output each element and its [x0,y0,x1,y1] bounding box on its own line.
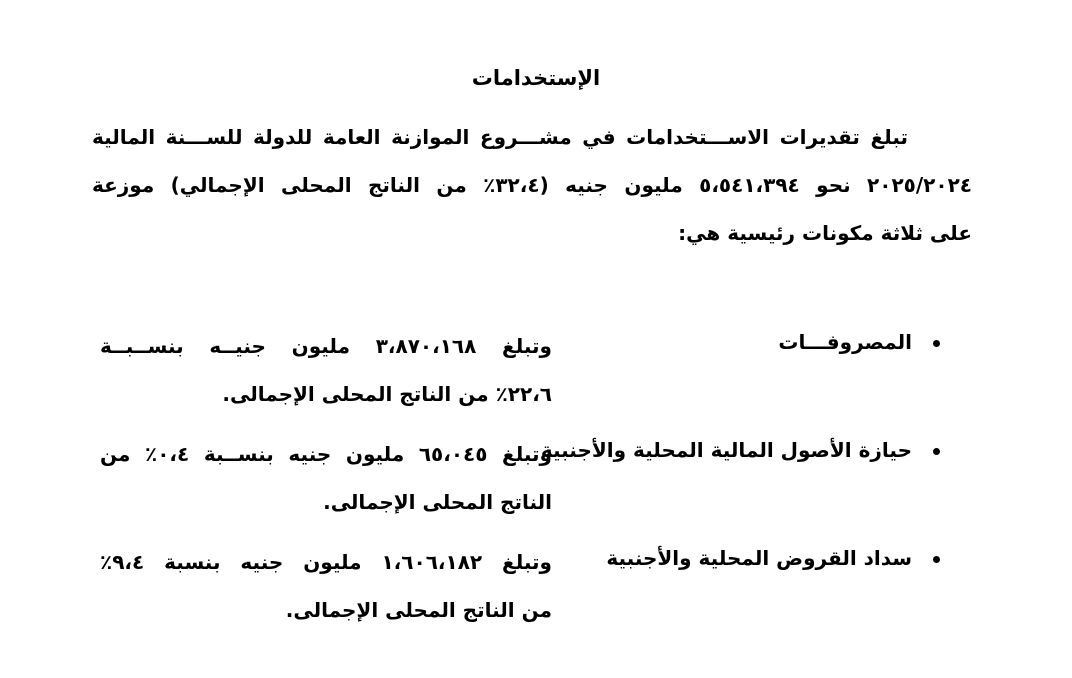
intro-paragraph [92,113,972,257]
component-item-financial-assets [100,430,940,530]
description-line: وتبلغ ٦٥،٠٤٥ مليون جنيه بنســبة ٠،٤٪ من [100,442,552,466]
component-description [100,430,552,526]
component-label: حيازة الأصول المالية المحلية والأجنبية [540,438,912,462]
bullet-icon [930,336,940,346]
component-item-loan-repayment [100,538,940,638]
bullet-icon [930,552,940,562]
component-label: المصروفـــات [778,330,912,354]
description-line: وتبلغ ١،٦٠٦،١٨٢ مليون جنيه بنسبة ٩،٤٪ [100,550,552,574]
intro-line: تبلغ تقديرات الاســـتخدامات في مشـــروع الموازنة العامة للدولة للســـنة المالية [92,125,908,149]
description-line: الناتج المحلى الإجمالى. [323,490,552,514]
bullet-icon [930,444,940,454]
description-line: وتبلغ ٣،٨٧٠،١٦٨ مليون جنيــه بنســبــة [100,334,552,358]
intro-line: ٢٠٢٥/٢٠٢٤ نحو ٥،٥٤١،٣٩٤ مليون جنيه (٣٢،٤٪ من الناتج المحلى الإجمالي) موزعة [92,173,972,197]
description-line: ٢٢،٦٪ من الناتج المحلى الإجمالى. [222,382,552,406]
component-label: سداد القروض المحلية والأجنبية [606,546,912,570]
component-item-expenditures [100,322,940,422]
component-description [100,322,552,418]
intro-line: على ثلاثة مكونات رئيسية هي: [678,221,972,245]
description-line: من الناتج المحلى الإجمالى. [285,598,552,622]
component-description [100,538,552,634]
section-title: الإستخدامات [471,66,601,90]
